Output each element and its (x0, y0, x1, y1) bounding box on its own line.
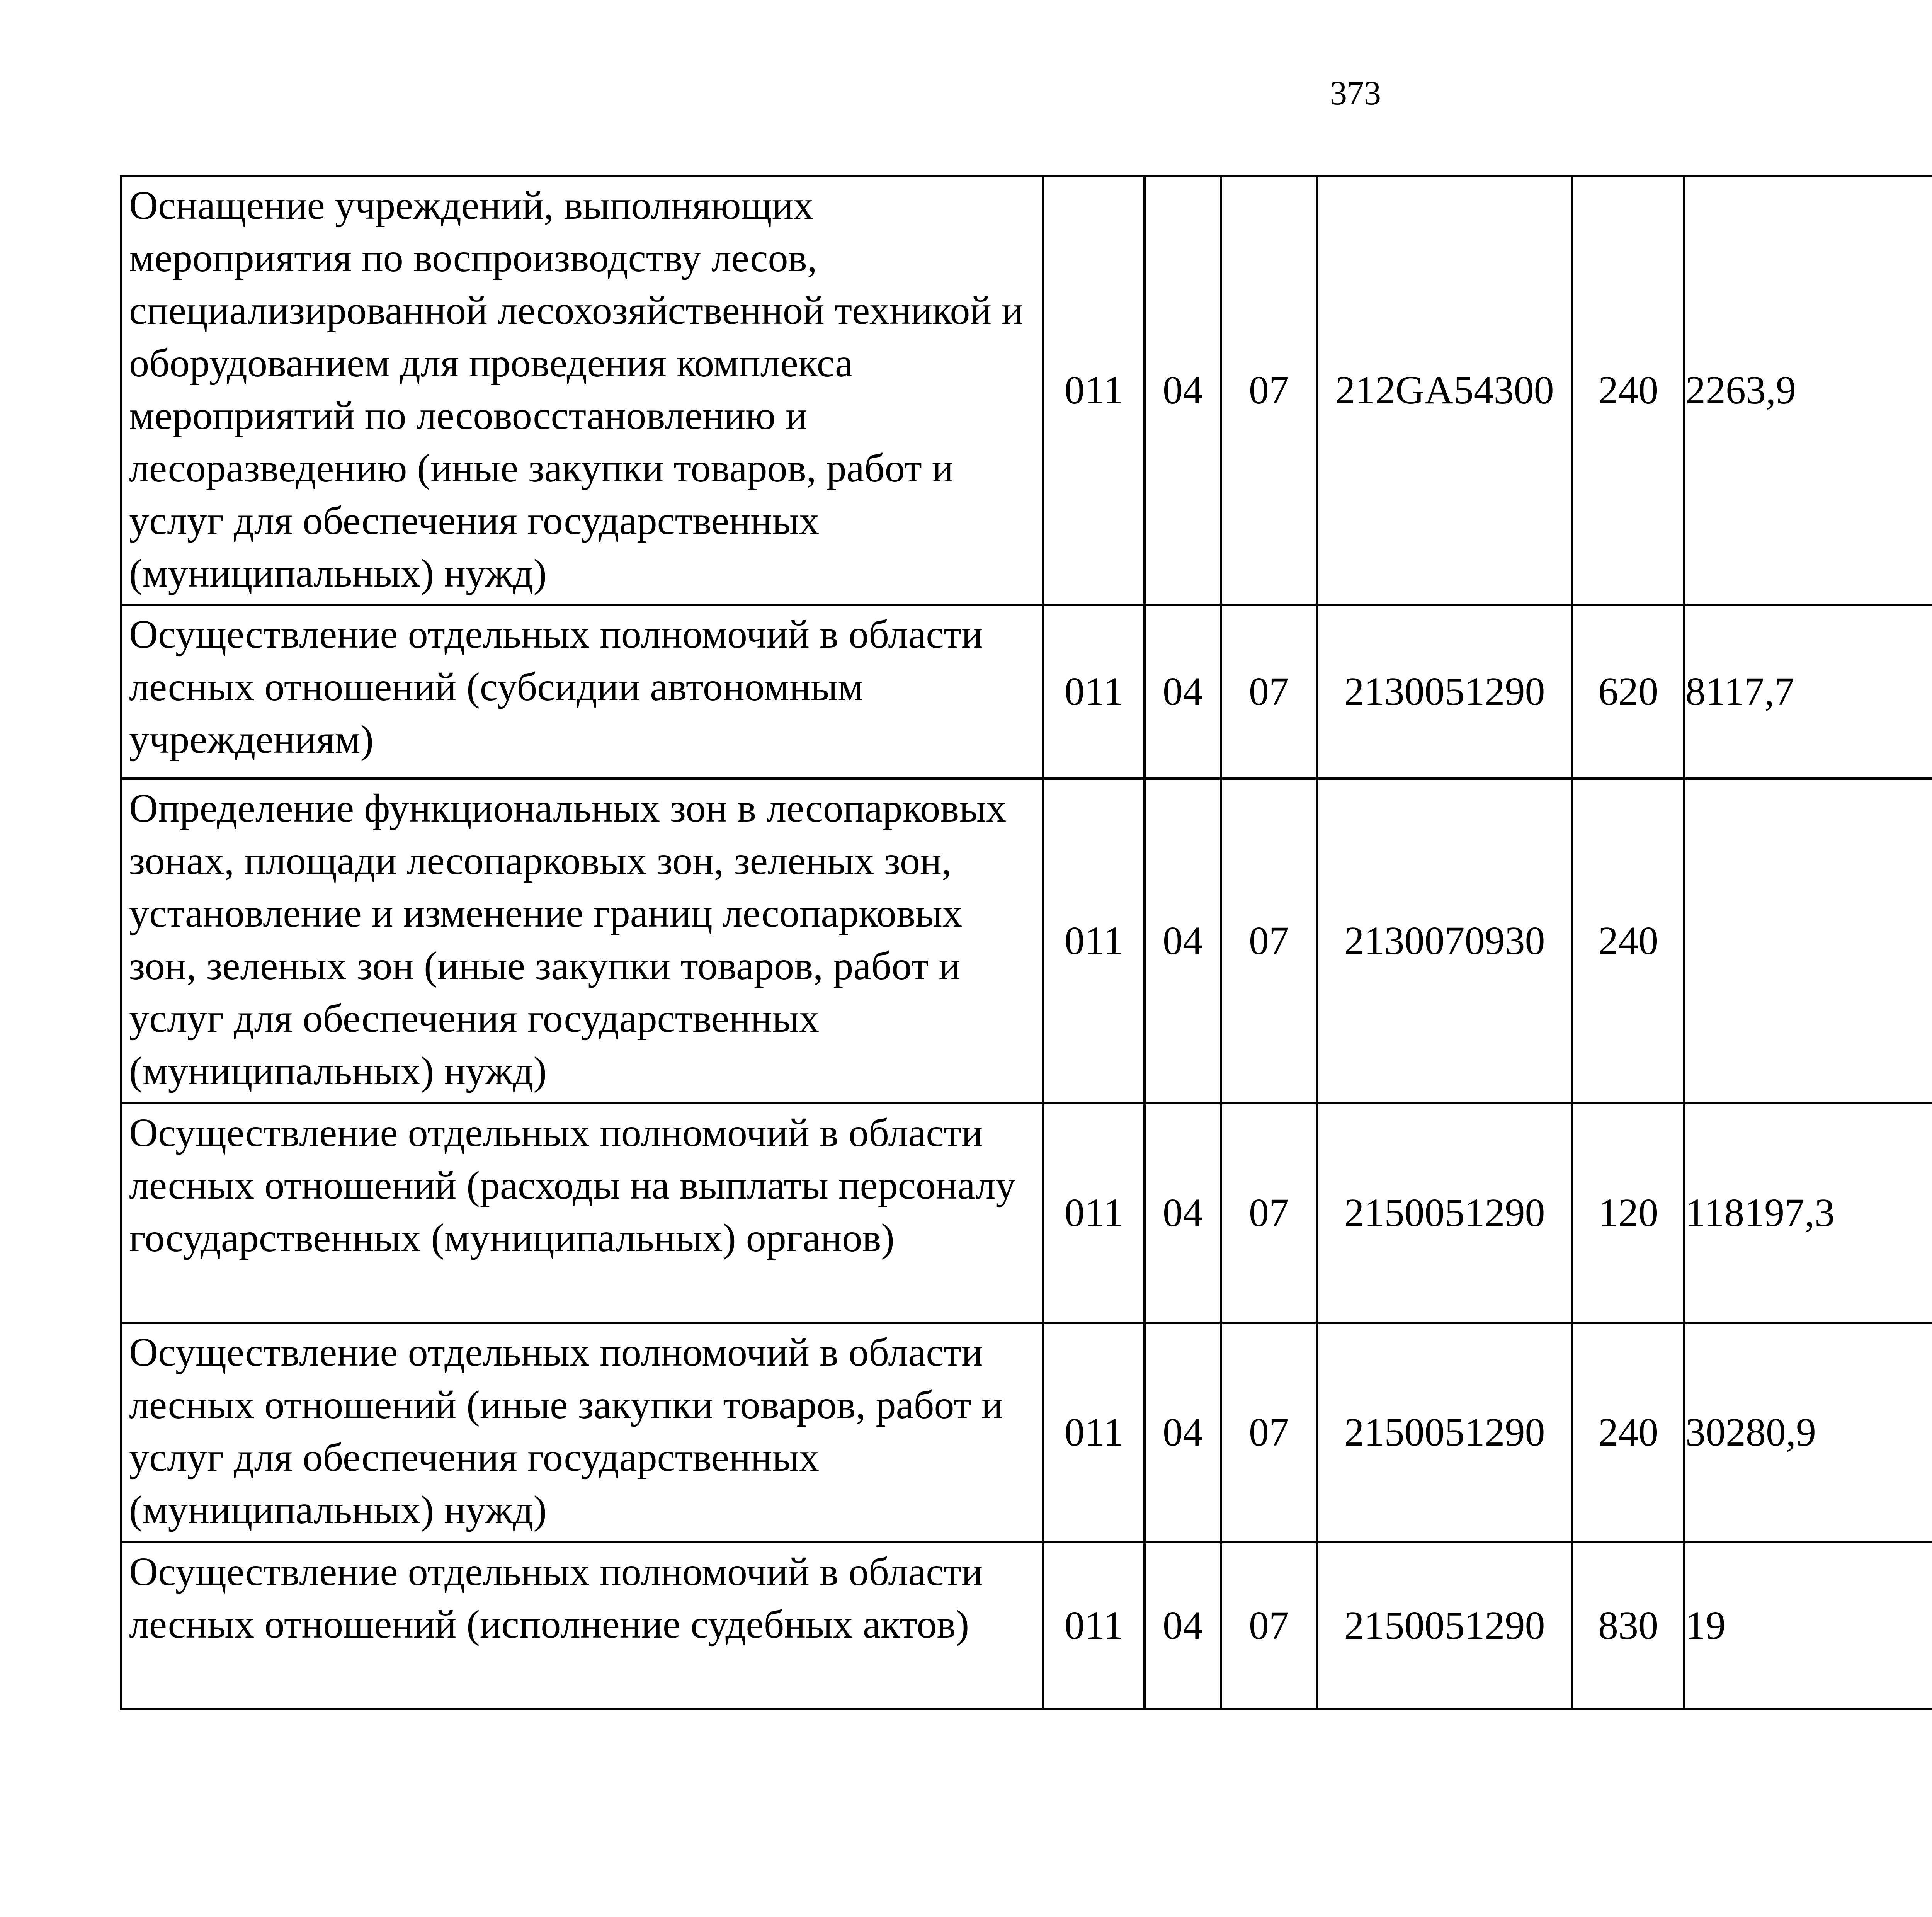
budget-table (120, 175, 1932, 1710)
target-article-code: 2150051290 (1317, 1323, 1572, 1542)
subsection-code: 07 (1221, 1323, 1317, 1542)
row-description: Определение функциональных зон в лесопарковых зонах, площади лесопарковых зон, зеленых зон, установление и изменение границ лесопарковых зон, зеленых зон (иные закупки товаров, работ и услуг для обеспечения государственных (муниципальных) нужд) (121, 779, 1043, 1103)
amount-year-1: 30280,9 (1684, 1323, 1932, 1542)
expense-type-code: 240 (1572, 176, 1684, 605)
expense-type-code: 620 (1572, 605, 1684, 779)
expense-type-code: 830 (1572, 1542, 1684, 1709)
expense-type-code: 240 (1572, 1323, 1684, 1542)
page-number: 373 (1330, 75, 1381, 112)
ministry-code: 011 (1043, 1323, 1145, 1542)
section-code: 04 (1145, 605, 1221, 779)
section-code: 04 (1145, 1323, 1221, 1542)
subsection-code: 07 (1221, 176, 1317, 605)
target-article-code: 212GA54300 (1317, 176, 1572, 605)
table-row (121, 1542, 1932, 1709)
row-description: Осуществление отдельных полномочий в области лесных отношений (субсидии автономным учреждениям) (121, 605, 1043, 779)
table-row (121, 1323, 1932, 1542)
table-row (121, 176, 1932, 605)
target-article-code: 2150051290 (1317, 1542, 1572, 1709)
expense-type-code: 240 (1572, 779, 1684, 1103)
ministry-code: 011 (1043, 1542, 1145, 1709)
subsection-code: 07 (1221, 779, 1317, 1103)
section-code: 04 (1145, 779, 1221, 1103)
subsection-code: 07 (1221, 605, 1317, 779)
subsection-code: 07 (1221, 1542, 1317, 1709)
target-article-code: 2150051290 (1317, 1103, 1572, 1323)
target-article-code: 2130070930 (1317, 779, 1572, 1103)
ministry-code: 011 (1043, 605, 1145, 779)
amount-year-1: 2263,9 (1684, 176, 1932, 605)
amount-year-1: 8117,7 (1684, 605, 1932, 779)
row-description: Осуществление отдельных полномочий в области лесных отношений (иные закупки товаров, работ и услуг для обеспечения государственных (муниципальных) нужд) (121, 1323, 1043, 1542)
ministry-code: 011 (1043, 176, 1145, 605)
expense-type-code: 120 (1572, 1103, 1684, 1323)
table-row (121, 779, 1932, 1103)
row-description: Оснащение учреждений, выполняющих мероприятия по воспроизводству лесов, специализированной лесохозяйственной техникой и оборудованием для проведения комплекса мероприятий по лесовосстановлению и лесоразведению (иные закупки товаров, работ и услуг для обеспечения государственных (муниципальных) нужд) (121, 176, 1043, 605)
section-code: 04 (1145, 1103, 1221, 1323)
subsection-code: 07 (1221, 1103, 1317, 1323)
amount-year-1 (1684, 779, 1932, 1103)
ministry-code: 011 (1043, 1103, 1145, 1323)
ministry-code: 011 (1043, 779, 1145, 1103)
target-article-code: 2130051290 (1317, 605, 1572, 779)
row-description: Осуществление отдельных полномочий в области лесных отношений (исполнение судебных актов) (121, 1542, 1043, 1709)
table-row (121, 605, 1932, 779)
section-code: 04 (1145, 176, 1221, 605)
amount-year-1: 118197,3 (1684, 1103, 1932, 1323)
section-code: 04 (1145, 1542, 1221, 1709)
row-description: Осуществление отдельных полномочий в области лесных отношений (расходы на выплаты персоналу государственных (муниципальных) органов) (121, 1103, 1043, 1323)
amount-year-1: 19 (1684, 1542, 1932, 1709)
table-row (121, 1103, 1932, 1323)
